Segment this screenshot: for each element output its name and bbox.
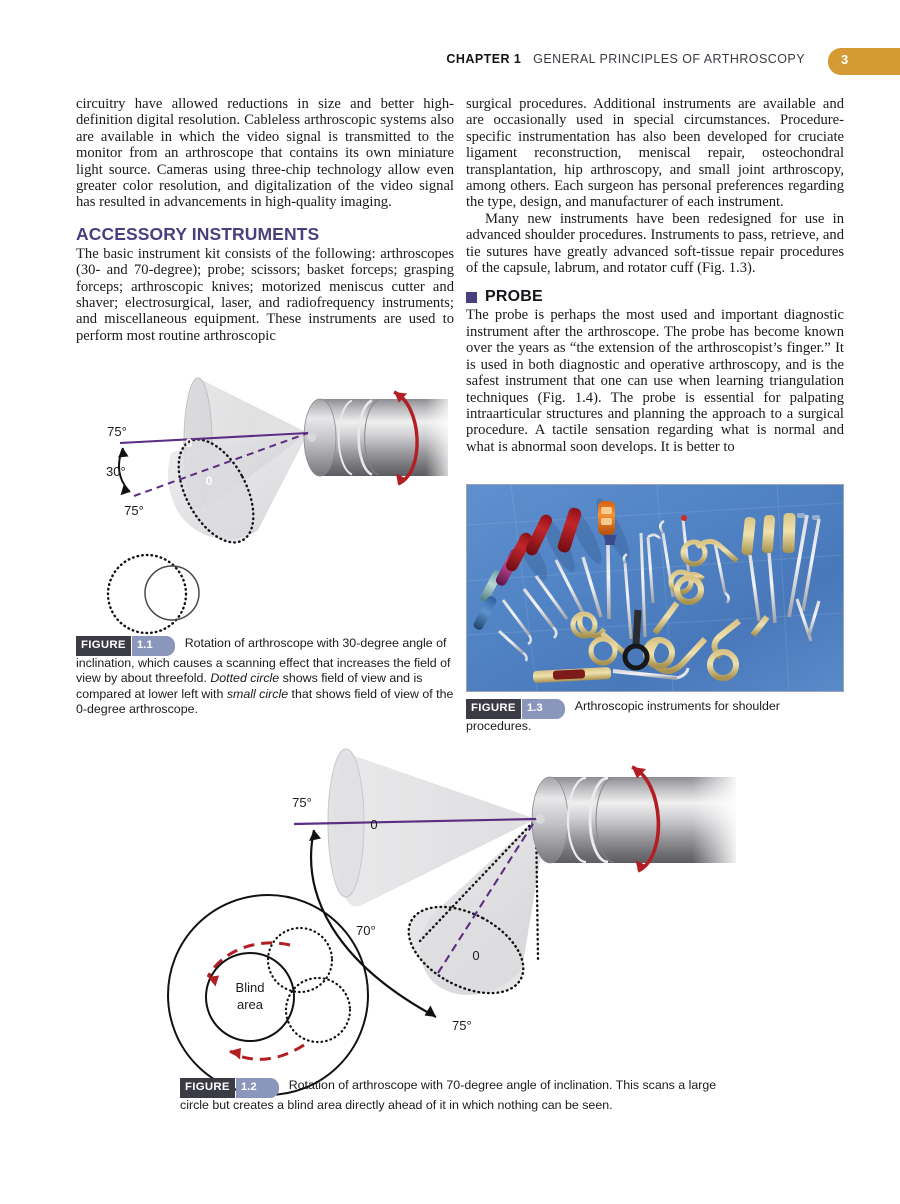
subsection-heading-probe-label: PROBE	[485, 288, 543, 306]
label-upper-angle-75: 75°	[107, 424, 127, 439]
label-blind-line-2: area	[236, 997, 264, 1012]
label-axis-zero-upper-fig12: 0	[370, 817, 378, 832]
page-number: 3	[841, 52, 849, 67]
label-upper-angle-75-fig12: 75°	[292, 795, 312, 810]
figure-1-2-tag	[180, 1078, 279, 1098]
running-head-chapter: CHAPTER 1	[446, 52, 522, 66]
label-axis-zero-lower-fig12: 0	[472, 948, 480, 963]
rotation-dashed-arrow-upper	[208, 943, 290, 977]
figure-1-1-tag-number: 1.1	[132, 636, 175, 656]
figure-1-1-tag	[76, 636, 175, 656]
left-column	[76, 96, 454, 344]
figure-1-1-tag-word: FIGURE	[76, 636, 131, 656]
figure-1-1-caption	[76, 636, 456, 718]
figure-1-1-caption-italic-2: small circle	[226, 686, 289, 701]
figure-1-2-caption-text: Rotation of arthroscope with 70-degree angle of inclination. This scans a large circle but creates a blind area directly ahead of it in which nothing can be seen.	[180, 1078, 717, 1112]
figure-1-3	[466, 484, 844, 732]
label-blind-line-1: Blind	[235, 980, 265, 995]
label-lower-angle-75: 75°	[124, 503, 144, 518]
subsection-heading-probe	[466, 288, 844, 306]
figure-1-3-tag-word: FIGURE	[466, 699, 521, 719]
instrument-red-tip	[681, 515, 687, 521]
label-axis-zero-upper: 0	[185, 436, 193, 450]
figure-1-2-illustration	[150, 745, 750, 1075]
label-lower-angle-75-fig12: 75°	[452, 1018, 472, 1033]
figure-1-3-caption	[466, 699, 844, 734]
figure-1-1-caption-text-3: that shows field of view of the 0-degree arthroscope.	[76, 686, 454, 717]
figure-1-3-tag	[466, 699, 565, 719]
figure-1-2	[150, 745, 750, 1125]
right-paragraph-1: surgical procedures. Additional instruments are available and are occasionally used in special circumstances. Procedure-specific instrumentation has also been developed for cruciate ligament reconstruction, meniscal repair, osteochondral transplantation, hip arthroscopy, and small joint arthroscopy, among others. Each surgeon has personal preferences regarding the type, design, and manufacturer of each instrument.	[466, 96, 844, 211]
figure-1-1-caption-italic-1: Dotted circle	[210, 671, 280, 686]
left-paragraph-1: circuitry have allowed reductions in size and better high-definition digital resolution. Cableless arthroscopic systems also are available in which the video signal is transmitted to the monitor from an arthroscope that contains its own miniature light source. Cameras using three-chip technology allow even greater color resolution, and digitalization of the video signal has resulted in advancements in high-quality imaging.	[76, 96, 454, 211]
dotted-view-circle-upper	[268, 928, 332, 992]
label-axis-zero-lower: 0	[205, 474, 213, 488]
right-column	[466, 96, 844, 455]
figure-1-2-caption	[180, 1078, 740, 1113]
right-paragraph-2: Many new instruments have been redesigned for use in advanced shoulder procedures. Instruments to pass, retrieve, and tie sutures have greatly advanced soft-tissue repair procedures of the capsule, labrum, and rotator cuff (Fig. 1.3).	[466, 210, 844, 277]
figure-1-1-caption-text-1: Rotation of arthroscope with 30-degree angle of inclination, which causes a scanning effect that increases the field of view by about threefold.	[76, 636, 451, 686]
figure-1-1	[76, 360, 456, 717]
figure-1-1-caption-text-2: shows field of view and is compared at lower left with	[76, 671, 423, 701]
left-paragraph-2: The basic instrument kit consists of the following: arthroscopes (30- and 70-degree); probe; scissors; basket forceps; grasping forceps; arthroscopic knives; motorized meniscus cutter and shaver; electrosurgical, laser, and radiofrequency instruments; and miscellaneous equipment. These instruments are used to perform most routine arthroscopic	[76, 245, 454, 344]
figure-1-2-tag-number: 1.2	[236, 1078, 279, 1098]
page-number-badge	[828, 48, 900, 75]
comparison-small-circle	[145, 566, 199, 620]
label-inclination-30: 30°	[106, 464, 126, 479]
outer-scan-circle	[168, 895, 368, 1095]
running-head-text	[446, 52, 805, 66]
right-paragraph-3: The probe is perhaps the most used and important diagnostic instrument after the arthroscope. The probe has become known over the years as “the extension of the arthroscopist’s finger.” It is used in both diagnostic and operative arthroscopy, and is the safest instrument that one can use when learning triangulation techniques (Fig. 1.4). The probe is essential for palpating intraarticular structures and planning the approach to a surgical procedure. A tactile sensation regarding what is normal and what is abnormal soon develops. It is better to	[466, 307, 844, 455]
figure-1-3-tag-number: 1.3	[522, 699, 565, 719]
arthroscope-barrel-fig12	[532, 776, 740, 866]
running-head-title: GENERAL PRINCIPLES OF ARTHROSCOPY	[533, 52, 805, 66]
figure-1-2-tag-word: FIGURE	[180, 1078, 235, 1098]
arthroscopic-instruments-photo	[467, 485, 843, 691]
square-bullet-icon	[466, 292, 477, 303]
rotation-dashed-arrow-lower	[230, 1045, 304, 1059]
running-head	[0, 48, 900, 78]
figure-1-1-illustration	[76, 360, 456, 635]
label-inclination-70: 70°	[356, 923, 376, 938]
arthroscope-barrel	[304, 398, 456, 478]
scanned-field-diagram	[168, 895, 368, 1095]
figure-1-3-photo	[466, 484, 844, 692]
figure-1-3-caption-text: Arthroscopic instruments for shoulder procedures.	[466, 699, 780, 733]
section-heading-accessory-instruments: ACCESSORY INSTRUMENTS	[76, 223, 320, 244]
